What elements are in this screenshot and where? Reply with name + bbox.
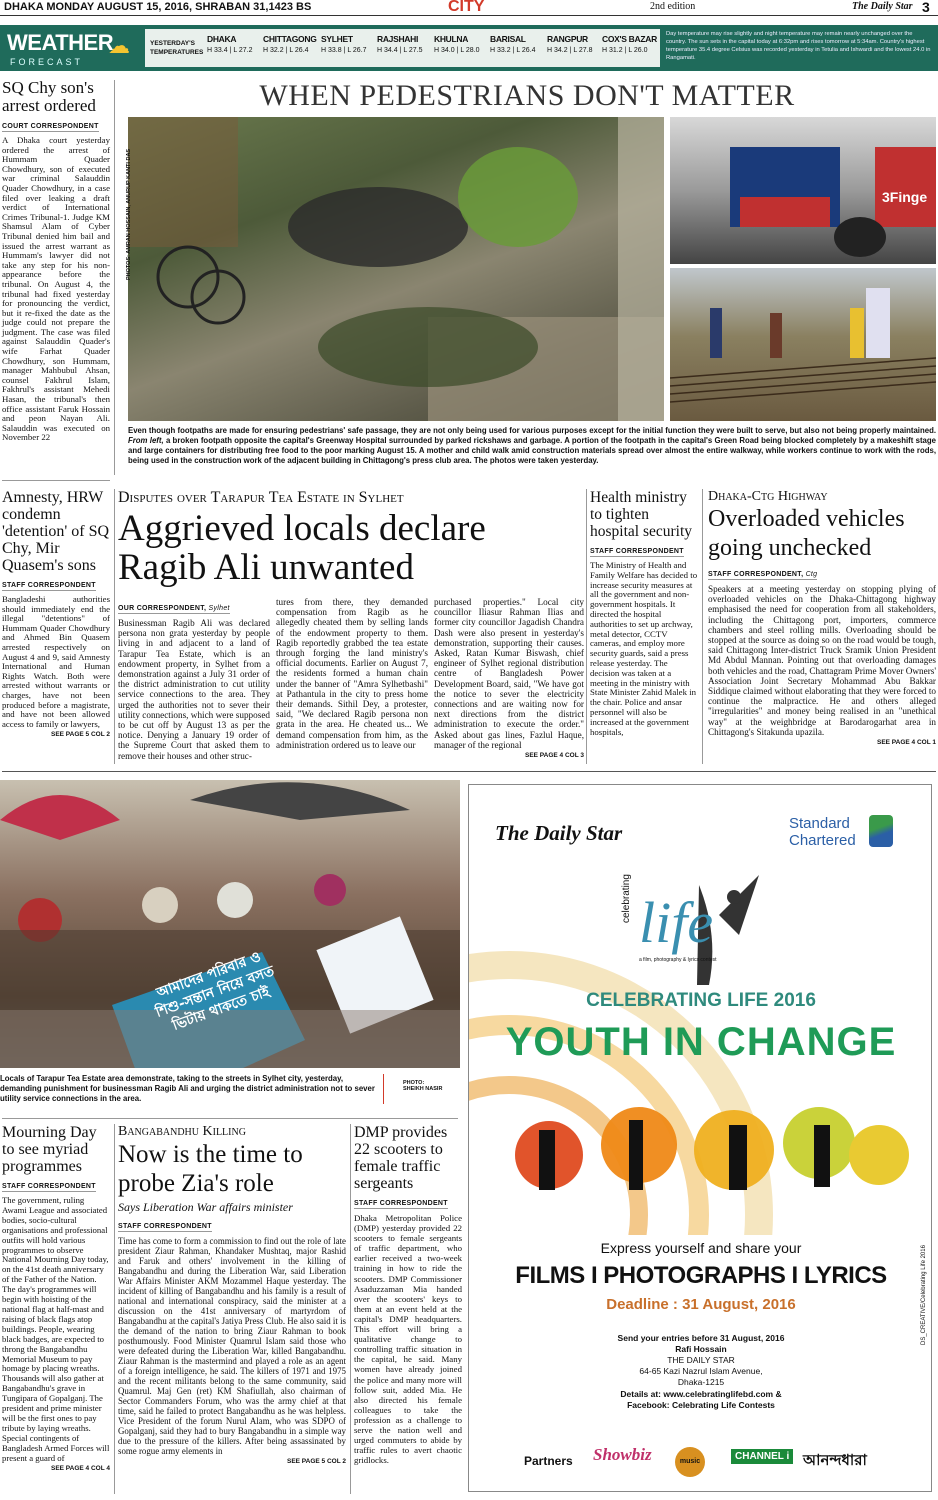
caption-part-a: Even though footpaths are made for ensuring pedestrians' safe passage, they are not only being used for various purposes except for the initial function they were built to serve, but also not being properly maintained. xyxy=(128,426,936,435)
overload-byline-name: STAFF CORRESPONDENT, xyxy=(708,571,804,578)
zia-see-page: SEE PAGE 5 COL 2 xyxy=(286,1458,346,1465)
logo-word: life xyxy=(639,890,714,955)
construction-scene xyxy=(670,268,936,421)
health-headline: Health ministry to tighten hospital security xyxy=(590,489,693,540)
ad-event-title: CELEBRATING LIFE 2016 xyxy=(586,990,816,1011)
city-temp xyxy=(207,34,253,54)
section-divider xyxy=(2,1118,458,1119)
sponsor-logo-icon xyxy=(869,815,893,847)
ad-send-address xyxy=(469,1333,932,1388)
city-temp xyxy=(602,34,657,54)
health-byline: STAFF CORRESPONDENT xyxy=(590,548,684,555)
ragib-body-col-3: purchased properties." Local city councillor Iliasur Rahman Ilias and former city councillor Jagadish Chandra Dash were also present in yesterday's demonstration, supporting their causes. Asked, Ratan Kumar Biswash, chief engineer of Sylhet regional distribution centre of Bangladesh Power Development Board, said, "We have got the notice to sever the electricity connections and are waiting now for next directions from the district administration to execute the order." Asked about gas lines, Fazlul Haque, manager of the regional xyxy=(434,597,584,750)
sponsor-line-1: Standard xyxy=(789,815,850,832)
green-road-photo xyxy=(670,117,936,264)
dmp-story xyxy=(354,1124,462,1465)
sq-son-byline: COURT CORRESPONDENT xyxy=(2,123,99,130)
details-line-1[interactable]: Details at: www.celebratinglifebd.com & xyxy=(620,1389,782,1399)
celebrating-life-ad[interactable] xyxy=(468,784,932,1492)
city-name: BARISAL xyxy=(490,34,526,44)
overload-byline-place: Ctg xyxy=(805,571,818,578)
pedestrians-caption xyxy=(128,426,936,466)
photo-credit-text: PHOTOS: AMRAN HOSSAIN, ANURUP KANTI DAS xyxy=(126,148,132,280)
zia-kicker: Bangabandhu Killing xyxy=(118,1124,246,1139)
overload-kicker: Dhaka-Ctg Highway xyxy=(708,489,828,504)
amnesty-byline: STAFF CORRESPONDENT xyxy=(2,582,96,589)
city-temp xyxy=(434,34,480,54)
send-line-1: Send your entries before 31 August, 2016 xyxy=(617,1333,785,1343)
column-divider xyxy=(702,489,703,764)
weather-title: WEATHER xyxy=(7,30,114,55)
sylhet-photo-credit xyxy=(403,1080,442,1092)
section-divider xyxy=(2,771,936,772)
city-name: RANGPUR xyxy=(547,34,588,44)
caption-part-b: a broken footpath opposite the capital's Greenway Hospital surrounded by parked rickshaws and garbage. A portion of the footpath in the capital's Green Road being blocked completely by a makeshift stage and large containers for distributing free food to the poor marking August 15. A mother and child walk amid construction materials spread over almost the entire walkway, while workers continue to work with the rods, being used in the construction work of the adjacent building in Chittagong's press club area. The photos were taken yesterday. xyxy=(128,436,936,465)
amnesty-see-page: SEE PAGE 5 COL 2 xyxy=(50,731,110,739)
ragib-body-col-2: tures from there, they demanded compensation from Ragib as he allegedly cheated them by selling lands of the endowment property to them. Ragib reportedly grabbed the tea estate through forging the land ministry's official documents. Earlier on August 7, the residents formed a human chain under the banner of "Amra Sylhetbashi" at Pathantula in the city to press home their demands. Sithil Dey, a protester, said, "We declared Ragib persona non grata in the area. He cheated us... We demand compensation from him, as the administration ordered us to leave our xyxy=(276,597,428,750)
dmp-headline: DMP provides 22 scooters to female traffic sergeants xyxy=(354,1124,448,1192)
sylhet-demo-photo xyxy=(0,780,460,1068)
zia-headline: Now is the time to probe Zia's role xyxy=(118,1141,303,1197)
pedestrians-headline: WHEN PEDESTRIANS DON'T MATTER xyxy=(259,79,795,112)
sq-son-body: A Dhaka court yesterday ordered the arrest of Hummam Quader Chowdhury, son of executed war criminal Salauddin Quader Chowdhury, in a case filed over leaking a draft verdict of International Crimes Tribunal-1. Judge KM Shamsul Alam of Cyber Tribunal denied him bail and issued the arrest warrant as Hummam's lawyer did not take any step for his non-appearance before the tribunal. On August 4, the tribunal had fixed yesterday for pronouncing the verdict, but it re-fixed the date as the judge could not prepare the judgment. The case was filed against Salauddin Quader's wife Farhat Quader Chowdhury, son Hummam, manager Mahbubul Ahsan, counsel Fakhrul Islam, Fakhrul's assistant Mehedi Hasan, the tribunal's then office assistant Faruk Hossain and peon Nayan Ali. Salauddin was executed on November 22 xyxy=(2,135,110,443)
city-temp xyxy=(321,34,367,54)
zia-story xyxy=(118,1124,346,1465)
city-name: SYLHET xyxy=(321,34,353,44)
partner-showbiz-logo: Showbiz xyxy=(593,1445,652,1464)
city-name: DHAKA xyxy=(207,34,237,44)
city-temp xyxy=(490,34,536,54)
city-temps: H 33.2 | L 26.4 xyxy=(490,47,536,54)
send-line-5: Dhaka-1215 xyxy=(677,1377,725,1387)
edition-label: 2nd edition xyxy=(650,1,696,12)
page-number: 3 xyxy=(922,0,930,15)
sq-son-headline: SQ Chy son's arrest ordered xyxy=(2,78,96,115)
weather-note: Day temperature may rise slightly and night temperature may remain nearly unchanged over the country. The sun sets in the capital today at 6:32pm and rises tomorrow at 5:34am. Country's highest temperature 35.4 degree Celsius was recorded yesterday in Tetulia and Ishwardi and the lowest 24.0 in Rangamati. xyxy=(666,31,931,61)
caption-accent-rule xyxy=(383,1074,384,1104)
storm-cloud-icon: ☁ xyxy=(108,33,130,58)
ad-code: DS_CREATIVE/Celebrating Life 2016 xyxy=(921,1245,927,1345)
story-divider xyxy=(2,480,110,481)
overload-see-page: SEE PAGE 4 COL 1 xyxy=(876,739,936,747)
ad-theme: YOUTH IN CHANGE xyxy=(505,1020,897,1064)
ad-details[interactable] xyxy=(469,1389,932,1411)
city-temp xyxy=(547,34,593,54)
broken-footpath-photo xyxy=(128,117,664,421)
overload-headline: Overloaded vehicles going unchecked xyxy=(708,506,905,561)
section-name: CITY xyxy=(448,0,485,15)
weather-subtitle: FORECAST xyxy=(10,57,84,67)
dmp-byline: STAFF CORRESPONDENT xyxy=(354,1200,448,1207)
green-road-scene xyxy=(670,117,936,264)
mourning-body: The government, ruling Awami League and associated bodies, socio-cultural organisations and professional outfits will hold various programmes to observe National Mourning Day today, on the 41st death anniversary of the Father of the Nation. The day's programmes will begin with hoisting of the national flag at half-mast and raising of black flags atop buildings. People, wearing black badges, are expected to throng the Bangabandhu Memorial Museum to pay homage by placing wreaths. Thousands will also gather at Bangabandhu's grave in Tungipara of Gopalganj. The president and prime minister will be the first ones to pay tribute by laying wreaths. Special contingents of Bangladesh Armed Forces will present a guard of xyxy=(2,1195,110,1463)
partner-anandadhara-logo: আনন্দধারা xyxy=(803,1451,867,1469)
city-temps: H 33.4 | L 27.2 xyxy=(207,47,253,54)
city-temps: H 34.2 | L 27.8 xyxy=(547,47,593,54)
overload-byline xyxy=(708,571,817,580)
column-divider xyxy=(586,489,587,764)
overload-story xyxy=(708,489,936,746)
ragib-col-3 xyxy=(434,597,584,759)
sq-son-story xyxy=(2,79,110,443)
ad-paper-name: The Daily Star xyxy=(495,821,623,845)
photo-credit xyxy=(117,149,135,280)
ragib-col-1 xyxy=(118,597,270,761)
credit-name: SHEIKH NASIR xyxy=(403,1086,443,1092)
column-divider xyxy=(350,1124,351,1494)
weather-forecast-bar xyxy=(0,25,938,71)
banner-text: আমাদের পরিবার ও শিশু-সন্তান নিয়ে বসত ভিটায় থাকতে চাই xyxy=(153,948,277,1034)
city-temps: H 33.8 | L 26.7 xyxy=(321,47,367,54)
logo-tagline: a film, photography & lyrics contest xyxy=(639,957,717,963)
send-line-3: THE DAILY STAR xyxy=(667,1355,735,1365)
city-temp xyxy=(377,34,423,54)
footpath-scene xyxy=(128,117,664,421)
ad-sponsor xyxy=(789,815,856,849)
zia-byline: STAFF CORRESPONDENT xyxy=(118,1223,212,1230)
temperature-label xyxy=(150,39,203,57)
send-line-4: 64-65 Kazi Nazrul Islam Avenue, xyxy=(639,1366,763,1376)
amnesty-body: Bangladeshi authorities should immediately end the illegal "detentions" of Hummam Quader Chowdhury and Ahmed Bin Quasem arrested respectively on August 4 and 9, said Amnesty International and Human Rights Watch. Both were arrested without warrants or charges, have not been produced before a magistrate, and have not been allowed access to family or lawyers, xyxy=(2,594,110,729)
ad-deadline: Deadline : 31 August, 2016 xyxy=(606,1296,796,1313)
construction-footpath-photo xyxy=(670,268,936,421)
zia-deck: Says Liberation War affairs minister xyxy=(118,1200,293,1214)
amnesty-headline: Amnesty, HRW condemn 'detention' of SQ Chy, Mir Quasem's sons xyxy=(2,489,110,574)
city-temp xyxy=(263,34,317,54)
health-body: The Ministry of Health and Family Welfare has decided to increase security measures at all the government and non-government hospitals. It directed the hospital authorities to set up archway, metal detector, CCTV cameras, and employ more security guards, said a press release yesterday. The decision was taken at a meeting in the ministry with State Minister Zahid Malek in the chair. Police and ansar personnel will also be increased at the government hospitals, xyxy=(590,560,698,737)
column-divider xyxy=(114,489,115,764)
ragib-byline-name: OUR CORRESPONDENT, xyxy=(118,605,207,612)
ragib-kicker: Disputes over Tarapur Tea Estate in Sylhet xyxy=(118,489,404,506)
sponsor-line-2: Chartered xyxy=(789,832,856,849)
caption-from-left: From left, xyxy=(128,436,164,445)
logo-prefix: celebrating xyxy=(621,874,632,923)
mourning-byline: STAFF CORRESPONDENT xyxy=(2,1183,96,1190)
ragib-body-col-1: Businessman Ragib Ali was declared persona non grata yesterday by people living in and adjacent to a land of Tarapur Tea Estate, which is an endowment property, in Sylhet from a demonstration against a July 31 order of the district administration to cut utility service connections to the area. They urged the authorities not to sever their utility connections, which were supposed to be cut off by August 13 as per the notice. Denying a January 19 order of the Supreme Court that asked them to remove their houses and other struc- xyxy=(118,618,270,761)
ragib-byline xyxy=(118,605,230,614)
city-temps: H 31.2 | L 26.0 xyxy=(602,47,648,54)
city-temps: H 32.2 | L 26.4 xyxy=(263,47,309,54)
credit-label: PHOTO: xyxy=(403,1080,425,1086)
sylhet-caption: Locals of Tarapur Tea Estate area demonstrate, taking to the streets in Sylhet city, yesterday, demanding punishment for businessman Ragib Ali and urging the district administration not to sever utility service connections in the area. xyxy=(0,1074,375,1103)
dateline: DHAKA MONDAY AUGUST 15, 2016, SHRABAN 31,1423 BS xyxy=(4,1,312,13)
temperature-panel xyxy=(145,29,660,67)
overload-body: Speakers at a meeting yesterday on stopping plying of overloaded vehicles on the Dhaka-Chittagong highway emphasised the need for cooperation from all stakeholders, including the Chittagong port, importers, commerce chambers and steel rolling mills. Overloading should be stopped at the source as doing so on the road would be tough, said Chittagong Inter-district Truck Sramik Union President Md Abdul Mannan. Pointing out that overloading damages both vehicles and the road, Chattagram Prime Mover Owners' Association Joint Secretary Mohammad Abu Bakkar Siddique claimed without elaborating that they were forced to continue the malpractice. He and others alleged "irregularities" and money being realised in an "unethical way" at the weighbridge at Barodarogarhat area in Chittagong's Sitakunda upazila. xyxy=(708,584,936,737)
dmp-body: Dhaka Metropolitan Police (DMP) yesterday provided 22 scooters to female sergeants of traffic department, who earlier received a two-week training in how to ride the scooters. DMP Commissioner Asaduzzaman Mia handed over the scooters' keys to them at an event held at the capital's DMP headquarters. This effort will bring a qualitative change to controlling traffic situation in the capital, he said. Many women have already joined the police and many more will follow suit, added Mia. He also directed his female colleagues to take the profession as a challenge to serve the nation well and urged commuters to abide by traffic rules to avert chaotic gridlocks. xyxy=(354,1213,462,1466)
page-masthead xyxy=(0,0,938,16)
city-temps: H 34.4 | L 27.5 xyxy=(377,47,423,54)
city-name: CHITTAGONG xyxy=(263,34,317,44)
paper-name: The Daily Star xyxy=(852,1,913,12)
ragib-col-2 xyxy=(276,597,428,750)
sylhet-demo-scene xyxy=(0,780,460,1068)
partner-music-logo: music xyxy=(675,1447,705,1477)
amnesty-story xyxy=(2,489,110,738)
mourning-headline: Mourning Day to see myriad programmes xyxy=(2,1124,97,1175)
ragib-headline: Aggrieved locals declare Ragib Ali unwanted xyxy=(118,508,486,588)
send-line-2: Rafi Hossain xyxy=(675,1344,727,1354)
city-name: RAJSHAHI xyxy=(377,34,419,44)
temps-label: TEMPERATURES xyxy=(150,49,204,56)
column-divider xyxy=(114,80,115,475)
svg-text:3Finge: 3Finge xyxy=(882,189,928,205)
city-name: KHULNA xyxy=(434,34,469,44)
ragib-story xyxy=(118,489,582,587)
city-name: COX'S BAZAR xyxy=(602,34,657,44)
details-line-2[interactable]: Facebook: Celebrating Life Contests xyxy=(627,1400,775,1410)
health-story xyxy=(590,489,698,737)
ad-express: Express yourself and share your xyxy=(600,1240,802,1256)
ragib-byline-place: Sylhet xyxy=(208,605,230,612)
ragib-see-page: SEE PAGE 4 COL 3 xyxy=(524,752,584,760)
mourning-story xyxy=(2,1124,110,1472)
column-divider xyxy=(114,1124,115,1494)
city-temps: H 34.0 | L 28.0 xyxy=(434,47,480,54)
partner-channel-i-logo: CHANNEL i xyxy=(731,1449,793,1464)
mourning-see-page: SEE PAGE 4 COL 4 xyxy=(50,1465,110,1473)
ad-partners-label: Partners xyxy=(524,1454,573,1468)
zia-body: Time has come to form a commission to find out the role of late president Ziaur Rahman, Khandaker Mushtaq, major Rashid and Faruk and others' involvement in the killing of Bangabandhu and during the Liberation War, said Liberation War Affairs Minister AKM Mozammel Haque yesterday. The incident of killing of Bangabandhu and his family is a result of national and international conspiracy, said the minister at a discussion on the 41st anniversary of martyrdom of Bangabandhu at the capital's Jatiya Press Club. He also said it is the demand of the nation to bring Ziaur Rahman to book posthumously. Food Minister Quamrul Islam said those who were defeated during the Liberation War, killed Bangabandhu. Ziaur Rahman is the mastermind and played a role as an agent of a foreign intelligence, he said. The killers of 1971 and 1975 and the recent militants belong to the same community, said Quamrul. Maj Gen (ret) KM Shafiullah, also chairman of Sector Commanders Forum, who was the army chief at that time, said he failed to protect Bangabandhu as he was helpless. Vice President of the forum Nurul Alam, who was SDPO of Gopalganj, said they had to bury Bangabandhu in a simple way due to the pressure of the killers. After being assassinated by some rogue army elements in xyxy=(118,1236,346,1456)
ad-categories: FILMS I PHOTOGRAPHS I LYRICS xyxy=(515,1262,887,1289)
yesterday-label: YESTERDAY'S xyxy=(150,40,196,47)
